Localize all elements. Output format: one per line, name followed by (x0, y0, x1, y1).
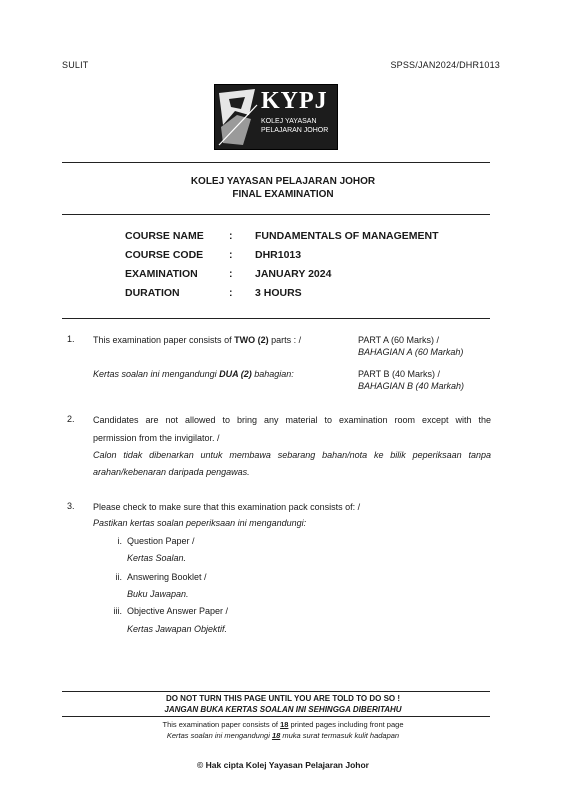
item-2-malay-line-2: arahan/kebenaran daripada pengawas. (93, 467, 250, 477)
header-left-sulit: SULIT (62, 60, 89, 70)
item-3-number: 3. (67, 501, 75, 511)
item-1-ms-bold: DUA (2) (219, 369, 252, 379)
warning-english: DO NOT TURN THIS PAGE UNTIL YOU ARE TOLD TO DO SO ! (165, 694, 401, 703)
item-1-en-suffix: parts : / (268, 335, 302, 345)
item-1-en-bold: TWO (2) (234, 335, 269, 345)
course-name-label: COURSE NAME (125, 230, 204, 242)
item-2-number: 2. (67, 414, 75, 424)
part-a-english: PART A (60 Marks) / (358, 335, 440, 345)
course-code-value: DHR1013 (255, 249, 302, 261)
examination-value: JANUARY 2024 (255, 268, 332, 280)
header-right-code: SPSS/JAN2024/DHR1013 (390, 60, 500, 70)
sub-item-2-english: Answering Booklet / (127, 572, 207, 582)
item-2-english-line-1: Candidates are not allowed to bring any material to examination room except with the (93, 415, 491, 425)
course-name-sep: : (229, 230, 233, 242)
item-1-number: 1. (67, 334, 75, 344)
page-count-en-suffix: printed pages including front page (288, 720, 404, 729)
sub-item-2-malay: Buku Jawapan. (127, 589, 189, 599)
page-count-en-number: 18 (280, 720, 289, 729)
logo-text: KYPJ (261, 88, 328, 114)
sub-item-3-english: Objective Answer Paper / (127, 606, 229, 616)
duration-sep: : (229, 287, 233, 299)
page-count-ms-number: 18 (271, 731, 281, 740)
course-code-label: COURSE CODE (125, 249, 204, 261)
item-1-ms-suffix: bahagian: (251, 369, 294, 379)
course-code-sep: : (229, 249, 233, 261)
part-b-malay: BAHAGIAN B (40 Markah) (358, 381, 465, 391)
institution-title: KOLEJ YAYASAN PELAJARAN JOHOR (190, 176, 376, 187)
kypj-logo (214, 84, 338, 150)
warning-malay: JANGAN BUKA KERTAS SOALAN INI SEHINGGA DIBERITAHU (164, 705, 402, 714)
sub-item-3-number: iii. (113, 606, 122, 616)
divider-title (62, 214, 490, 215)
page-count-ms-text: Kertas soalan ini mengandungi (166, 731, 272, 740)
divider-footer-bottom (62, 716, 490, 717)
sub-item-2-number: ii. (115, 572, 122, 582)
examination-sep: : (229, 268, 233, 280)
item-3-english: Please check to make sure that this examination pack consists of: / (93, 502, 361, 512)
logo-line-1: KOLEJ YAYASAN (261, 118, 317, 125)
sub-item-1-malay: Kertas Soalan. (127, 553, 187, 563)
sub-item-3-malay: Kertas Jawapan Objektif. (127, 624, 228, 634)
item-2-english-line-2: permission from the invigilator. / (93, 433, 220, 443)
item-2-malay-line-1: Calon tidak dibenarkan untuk membawa sebarang bahan/nota ke bilik peperiksaan tanpa (93, 450, 491, 460)
page-count-malay (0, 731, 566, 740)
course-name-value: FUNDAMENTALS OF MANAGEMENT (255, 230, 439, 242)
divider-top (62, 162, 490, 163)
part-a-malay: BAHAGIAN A (60 Markah) (358, 347, 464, 357)
item-1-en-text: This examination paper consists of (93, 335, 235, 345)
item-3-malay: Pastikan kertas soalan peperiksaan ini mengandungi: (93, 518, 307, 528)
page-count-ms-suffix: muka surat termasuk kulit hadapan (280, 731, 400, 740)
item-1-ms-text: Kertas soalan ini mengandungi (93, 369, 220, 379)
page-count-en-text: This examination paper consists of (162, 720, 281, 729)
item-1-malay (93, 368, 294, 380)
divider-info (62, 318, 490, 319)
kypj-emblem-icon (215, 85, 261, 149)
item-1-english (93, 334, 301, 346)
sub-item-1-english: Question Paper / (127, 536, 195, 546)
examination-label: EXAMINATION (125, 268, 198, 280)
logo-line-2: PELAJARAN JOHOR (261, 127, 329, 134)
copyright-notice: © Hak cipta Kolej Yayasan Pelajaran Johor (197, 760, 369, 770)
page-count-english (0, 720, 566, 729)
divider-footer (62, 691, 490, 692)
part-b-english: PART B (40 Marks) / (358, 369, 441, 379)
sub-item-1-number: i. (117, 536, 122, 546)
exam-title: FINAL EXAMINATION (232, 189, 334, 200)
duration-value: 3 HOURS (255, 287, 302, 299)
duration-label: DURATION (125, 287, 180, 299)
